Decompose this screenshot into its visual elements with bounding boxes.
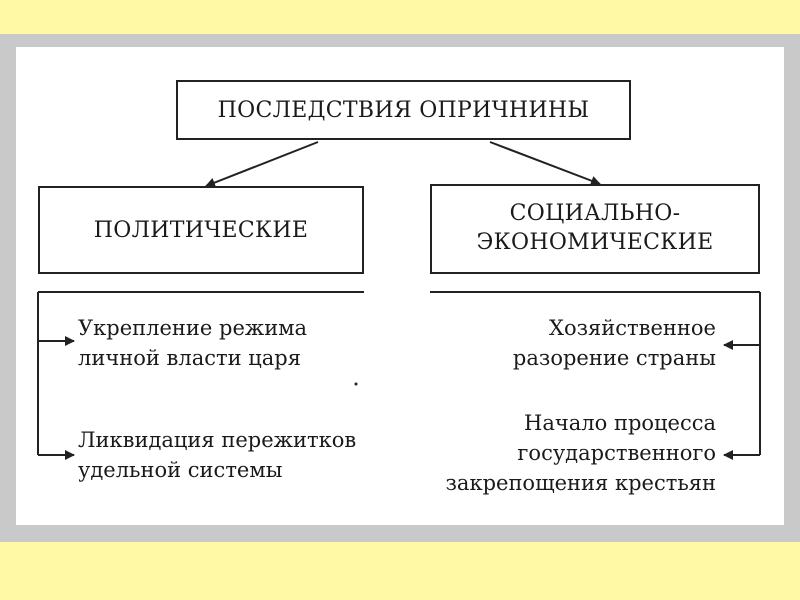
- item-line: личной власти царя: [78, 346, 301, 370]
- item-line: Хозяйственное: [549, 316, 716, 340]
- item-line: Ликвидация пережитков: [78, 428, 357, 452]
- item-line: разорение страны: [512, 346, 716, 370]
- diagram-title: ПОСЛЕДСТВИЯ ОПРИЧНИНЫ: [217, 97, 590, 123]
- political-box: [38, 186, 364, 274]
- arrow-to-political: [206, 142, 318, 186]
- title-box: [176, 80, 631, 140]
- socioeconomic-box: [430, 184, 760, 274]
- item-line: государственного: [517, 441, 716, 465]
- arrow-to-socioeconomic: [490, 142, 600, 184]
- socioeconomic-label-line: СОЦИАЛЬНО-: [509, 201, 681, 227]
- socioeconomic-item-1: [470, 313, 716, 373]
- item-line: закрепощения крестьян: [445, 471, 716, 495]
- item-line: Начало процесса: [524, 411, 716, 435]
- political-label: ПОЛИТИЧЕСКИЕ: [93, 217, 309, 243]
- political-item-1: [78, 313, 358, 373]
- stray-dot: [355, 383, 358, 386]
- item-line: удельной системы: [78, 458, 283, 482]
- political-item-2: [78, 425, 378, 485]
- socioeconomic-item-2: [430, 408, 716, 498]
- socioeconomic-label-line: ЭКОНОМИЧЕСКИЕ: [476, 230, 714, 255]
- item-line: Укрепление режима: [78, 316, 308, 340]
